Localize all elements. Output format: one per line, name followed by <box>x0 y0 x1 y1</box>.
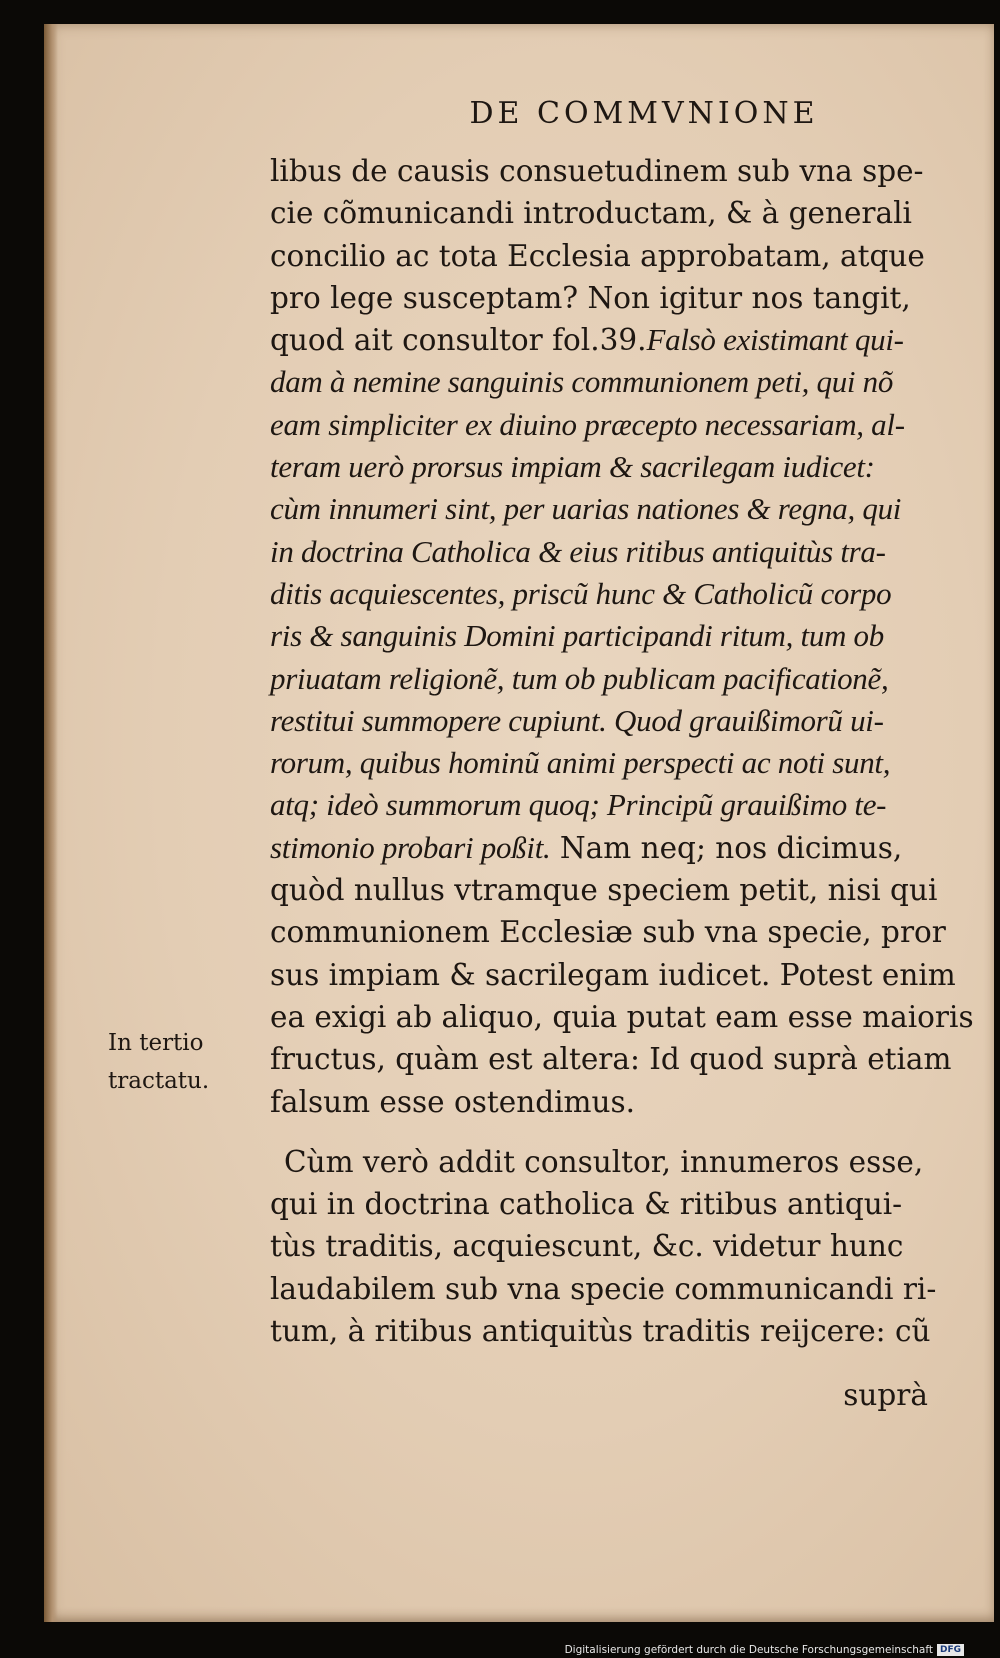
text-line-segment: ea exigi ab aliquo, quia putat eam esse maioris <box>270 999 974 1034</box>
text-line-segment: ditis acquiescentes, priscũ hunc & Catholicũ corpo <box>270 575 892 611</box>
text-line <box>270 361 970 403</box>
text-line-segment: cie cõmunicandi introductam, & à generali <box>270 196 912 231</box>
digitization-credit <box>565 1644 964 1656</box>
text-line-segment: concilio ac tota Ecclesia approbatam, atque <box>270 238 925 273</box>
text-line <box>270 319 970 361</box>
text-line <box>270 531 970 573</box>
text-line <box>270 742 970 784</box>
text-line: tùs traditis, acquiescunt, &c. videtur hunc <box>270 1229 904 1264</box>
text-line <box>270 911 970 953</box>
text-line-segment: libus de causis consuetudinem sub vna spe- <box>270 154 924 188</box>
text-line-segment: cùm innumeri sint, per uarias nationes & regna, qui <box>270 491 902 527</box>
marginal-note-line-2: tractatu. <box>108 1068 210 1094</box>
text-line: tum, à ritibus antiquitùs traditis reijcere: cũ <box>270 1314 931 1349</box>
text-line <box>270 235 970 277</box>
page-gutter-shadow <box>44 24 58 1622</box>
text-line-segment: stimonio probari poßit. <box>270 829 551 865</box>
text-line-segment: pro lege susceptam? Non igitur nos tangit, <box>270 280 911 315</box>
text-line-segment: communionem Ecclesiæ sub vna specie, pror <box>270 915 946 950</box>
text-line <box>270 869 970 911</box>
marginal-note-line-1: In tertio <box>108 1030 204 1056</box>
text-line-segment: priuatam religionẽ, tum ob publicam pacificationẽ, <box>270 660 889 696</box>
text-line <box>270 827 970 869</box>
text-line <box>270 658 970 700</box>
main-text-block <box>270 150 974 1352</box>
text-line-segment: sus impiam & sacrilegam iudicet. Potest enim <box>270 957 956 992</box>
text-line-segment: rorum, quibus hominũ animi perspecti ac noti sunt, <box>270 745 891 781</box>
text-line-segment: dam à nemine sanguinis communionem peti, qui nõ <box>270 364 894 400</box>
text-line <box>270 488 970 530</box>
text-line <box>270 404 970 446</box>
text-line-segment: falsum esse ostendimus. <box>270 1084 636 1119</box>
paragraph-gap <box>270 1123 970 1141</box>
text-line <box>270 1038 970 1080</box>
text-line: Cùm verò addit consultor, innumeros esse, <box>284 1144 924 1179</box>
text-line: qui in doctrina catholica & ritibus antiqui- <box>270 1187 903 1222</box>
text-line <box>270 150 970 192</box>
text-line-segment: fructus, quàm est altera: Id quod suprà etiam <box>270 1042 952 1077</box>
dfg-logo-icon: DFG <box>937 1644 964 1656</box>
text-line <box>270 192 970 234</box>
text-line-segment: ris & sanguinis Domini participandi ritum, tum ob <box>270 618 884 654</box>
text-line <box>270 573 970 615</box>
text-line-segment: teram uerò prorsus impiam & sacrilegam iudicet: <box>270 449 875 485</box>
catchword: suprà <box>843 1378 928 1412</box>
text-line-segment: quod ait consultor fol.39. <box>270 323 647 358</box>
text-line-segment: Falsò existimant qui- <box>646 322 904 358</box>
text-line-segment: Nam neq; nos dicimus, <box>550 830 903 865</box>
book-page <box>44 24 994 1622</box>
marginal-note <box>108 1024 258 1100</box>
text-line <box>270 277 970 319</box>
text-line <box>270 996 974 1038</box>
text-line-segment: in doctrina Catholica & eius ritibus antiquitùs tra- <box>270 533 886 569</box>
text-line-segment: restitui summopere cupiunt. Quod grauißimorũ ui- <box>270 702 884 738</box>
text-line <box>270 615 970 657</box>
running-head: DE COMMVNIONE <box>469 96 819 131</box>
text-line <box>270 446 970 488</box>
digitization-credit-text: Digitalisierung gefördert durch die Deutsche Forschungsgemeinschaft <box>564 1644 933 1656</box>
text-line-segment: eam simpliciter ex diuino præcepto necessariam, al- <box>270 406 905 442</box>
text-line <box>270 700 970 742</box>
text-line <box>270 954 970 996</box>
text-line-segment: atq; ideò summorum quoq; Principũ grauißimo te- <box>270 787 887 823</box>
text-line <box>270 784 970 826</box>
text-line <box>270 1081 970 1123</box>
text-line: laudabilem sub vna specie communicandi ri- <box>270 1271 937 1306</box>
text-line-segment: quòd nullus vtramque speciem petit, nisi qui <box>270 873 938 908</box>
